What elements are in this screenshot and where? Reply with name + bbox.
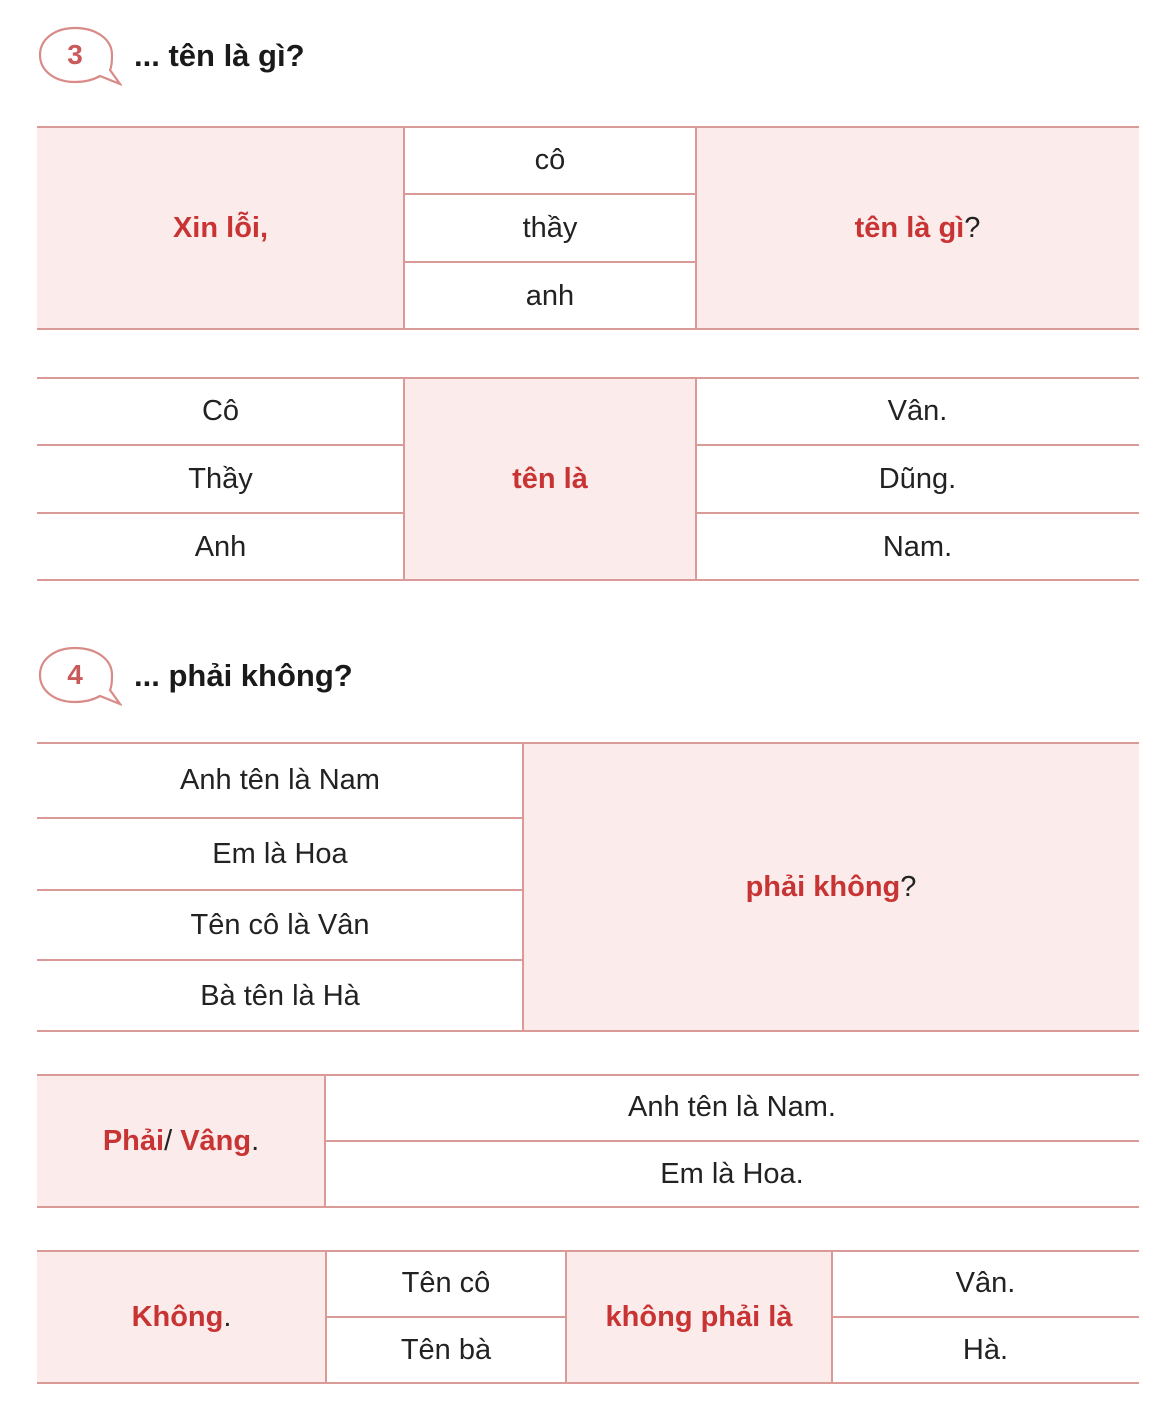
question-table-confirm	[37, 742, 1139, 1032]
phai-khong-label: phải không	[745, 870, 901, 903]
yes-answer-table	[37, 1074, 1139, 1208]
section-number: 4	[67, 659, 83, 690]
table-border	[37, 328, 1139, 330]
statement-option: Tên cô là Vân	[190, 908, 370, 941]
column-divider	[325, 1250, 327, 1384]
no-answer-table	[37, 1250, 1139, 1384]
section-number: 3	[67, 39, 83, 70]
table-border	[37, 377, 1139, 379]
name-option: Vân.	[887, 394, 948, 427]
column-divider	[403, 126, 405, 330]
section-title: ... phải không?	[134, 658, 353, 693]
row-divider	[37, 817, 523, 819]
statement-option: Anh tên là Nam	[180, 763, 380, 796]
khong-phai-la-label: không phải là	[605, 1300, 793, 1333]
column-divider	[522, 742, 524, 1032]
column-divider	[695, 126, 697, 330]
pronoun-option: thầy	[522, 211, 578, 244]
column-divider	[324, 1074, 326, 1208]
table-border	[37, 1382, 1139, 1384]
column-divider	[695, 377, 697, 581]
table-border	[37, 126, 1139, 128]
row-divider	[37, 889, 523, 891]
subject-option: Thầy	[188, 462, 253, 495]
answer-table-name	[37, 377, 1139, 581]
row-divider	[37, 512, 404, 514]
yes-statement: Anh tên là Nam.	[628, 1091, 836, 1123]
khong-cell	[37, 1250, 326, 1384]
table-border	[37, 1250, 1139, 1252]
phai-label: Phải	[102, 1124, 165, 1157]
row-divider	[832, 1316, 1139, 1318]
slash-separator: /	[164, 1124, 181, 1157]
name-option: Nam.	[882, 530, 953, 563]
pronoun-option: cô	[534, 143, 566, 176]
name-option: Dũng.	[878, 462, 957, 495]
phai-khong-cell	[523, 742, 1139, 1032]
table-border	[37, 1206, 1139, 1208]
question-table-name	[37, 126, 1139, 330]
table-border	[37, 579, 1139, 581]
column-divider	[565, 1250, 567, 1384]
ten-la-cell	[404, 377, 696, 581]
ten-la-gi-label: tên là gì	[854, 211, 965, 244]
subject-option: Anh	[194, 530, 247, 563]
khong-phai-la-cell	[566, 1250, 832, 1384]
table-border	[37, 1030, 1139, 1032]
khong-label: Không	[131, 1300, 224, 1333]
subject-option: Tên bà	[400, 1334, 492, 1366]
question-mark: ?	[900, 870, 917, 903]
statement-option: Em là Hoa	[212, 837, 348, 870]
column-divider	[831, 1250, 833, 1384]
statement-option: Bà tên là Hà	[200, 979, 360, 1012]
section-4-header	[38, 646, 638, 710]
section-3-header	[38, 26, 638, 90]
row-divider	[326, 1316, 566, 1318]
yes-statement: Em là Hoa.	[660, 1158, 804, 1190]
vang-label: Vâng	[180, 1124, 252, 1157]
pronoun-option: anh	[525, 279, 575, 312]
subject-option: Tên cô	[401, 1267, 491, 1299]
table-border	[37, 1074, 1139, 1076]
row-divider	[696, 512, 1139, 514]
row-divider	[696, 444, 1139, 446]
row-divider	[325, 1140, 1139, 1142]
row-divider	[37, 959, 523, 961]
subject-option: Cô	[201, 394, 240, 427]
speech-bubble-icon	[38, 26, 112, 84]
ten-la-label: tên là	[512, 462, 588, 495]
xin-loi-label: Xin lỗi,	[172, 211, 269, 244]
section-title: ... tên là gì?	[134, 38, 305, 73]
name-option: Hà.	[962, 1334, 1009, 1366]
period: .	[251, 1124, 260, 1157]
xin-loi-cell	[37, 126, 404, 330]
row-divider	[37, 444, 404, 446]
row-divider	[404, 261, 696, 263]
name-option: Vân.	[955, 1267, 1016, 1299]
phai-vang-cell	[37, 1074, 325, 1208]
table-border	[37, 742, 1139, 744]
column-divider	[403, 377, 405, 581]
period: .	[223, 1300, 232, 1333]
ten-la-gi-cell	[696, 126, 1139, 330]
row-divider	[404, 193, 696, 195]
speech-bubble-icon	[38, 646, 112, 704]
question-mark: ?	[964, 211, 981, 244]
